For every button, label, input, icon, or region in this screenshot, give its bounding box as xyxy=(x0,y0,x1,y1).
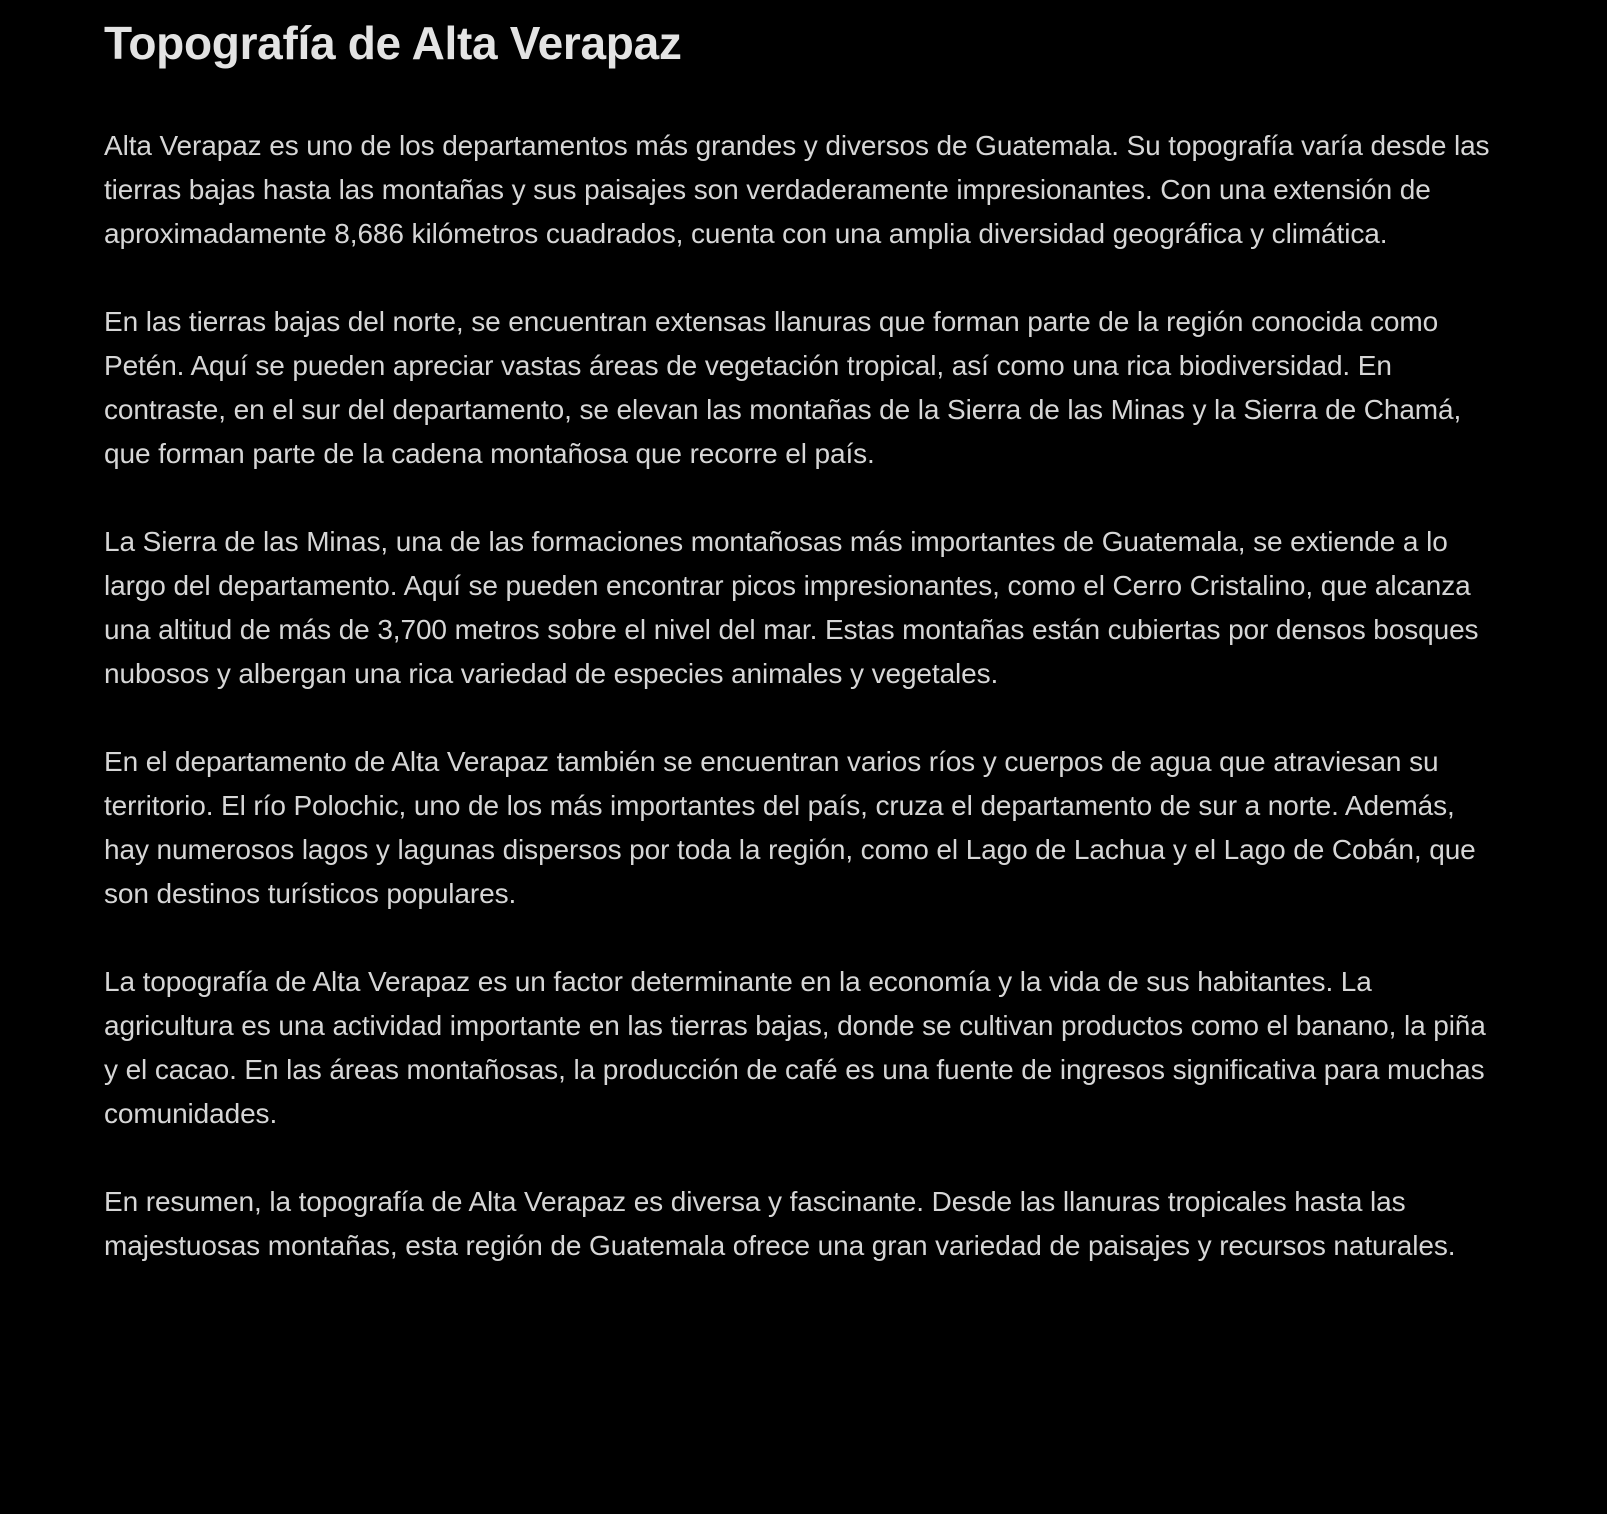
paragraph-lowlands: En las tierras bajas del norte, se encuentran extensas llanuras que forman parte de la región conocida como Petén. Aquí se pueden apreciar vastas áreas de vegetación tropical, así como una rica biodiversidad. En contraste, en el sur del departamento, se elevan las montañas de la Sierra de las Minas y la Sierra de Chamá, que forman parte de la cadena montañosa que recorre el país. xyxy=(104,306,1462,469)
paragraph-intro: Alta Verapaz es uno de los departamentos más grandes y diversos de Guatemala. Su topografía varía desde las tierras bajas hasta las montañas y sus paisajes son verdaderamente impresionantes. Con una extensión de aproximadamente 8,686 kilómetros cuadrados, cuenta con una amplia diversidad geográfica y climática. xyxy=(104,130,1490,249)
paragraph-sierra-de-las-minas: La Sierra de las Minas, una de las formaciones montañosas más importantes de Guatemala, se extiende a lo largo del departamento. Aquí se pueden encontrar picos impresionantes, como el Cerro Cristalino, que alcanza una altitud de más de 3,700 metros sobre el nivel del mar. Estas montañas están cubiertas por densos bosques nubosos y albergan una rica variedad de especies animales y vegetales. xyxy=(104,526,1479,689)
article-title: Topografía de Alta Verapaz xyxy=(104,17,682,69)
article xyxy=(104,0,1504,1268)
paragraph-summary: En resumen, la topografía de Alta Verapaz es diversa y fascinante. Desde las llanuras tropicales hasta las majestuosas montañas, esta región de Guatemala ofrece una gran variedad de paisajes y recursos naturales. xyxy=(104,1186,1456,1261)
paragraph-economy: La topografía de Alta Verapaz es un factor determinante en la economía y la vida de sus habitantes. La agricultura es una actividad importante en las tierras bajas, donde se cultivan productos como el banano, la piña y el cacao. En las áreas montañosas, la producción de café es una fuente de ingresos significativa para muchas comunidades. xyxy=(104,966,1486,1129)
paragraph-rivers-lakes: En el departamento de Alta Verapaz también se encuentran varios ríos y cuerpos de agua que atraviesan su territorio. El río Polochic, uno de los más importantes del país, cruza el departamento de sur a norte. Además, hay numerosos lagos y lagunas dispersos por toda la región, como el Lago de Lachua y el Lago de Cobán, que son destinos turísticos populares. xyxy=(104,746,1476,909)
